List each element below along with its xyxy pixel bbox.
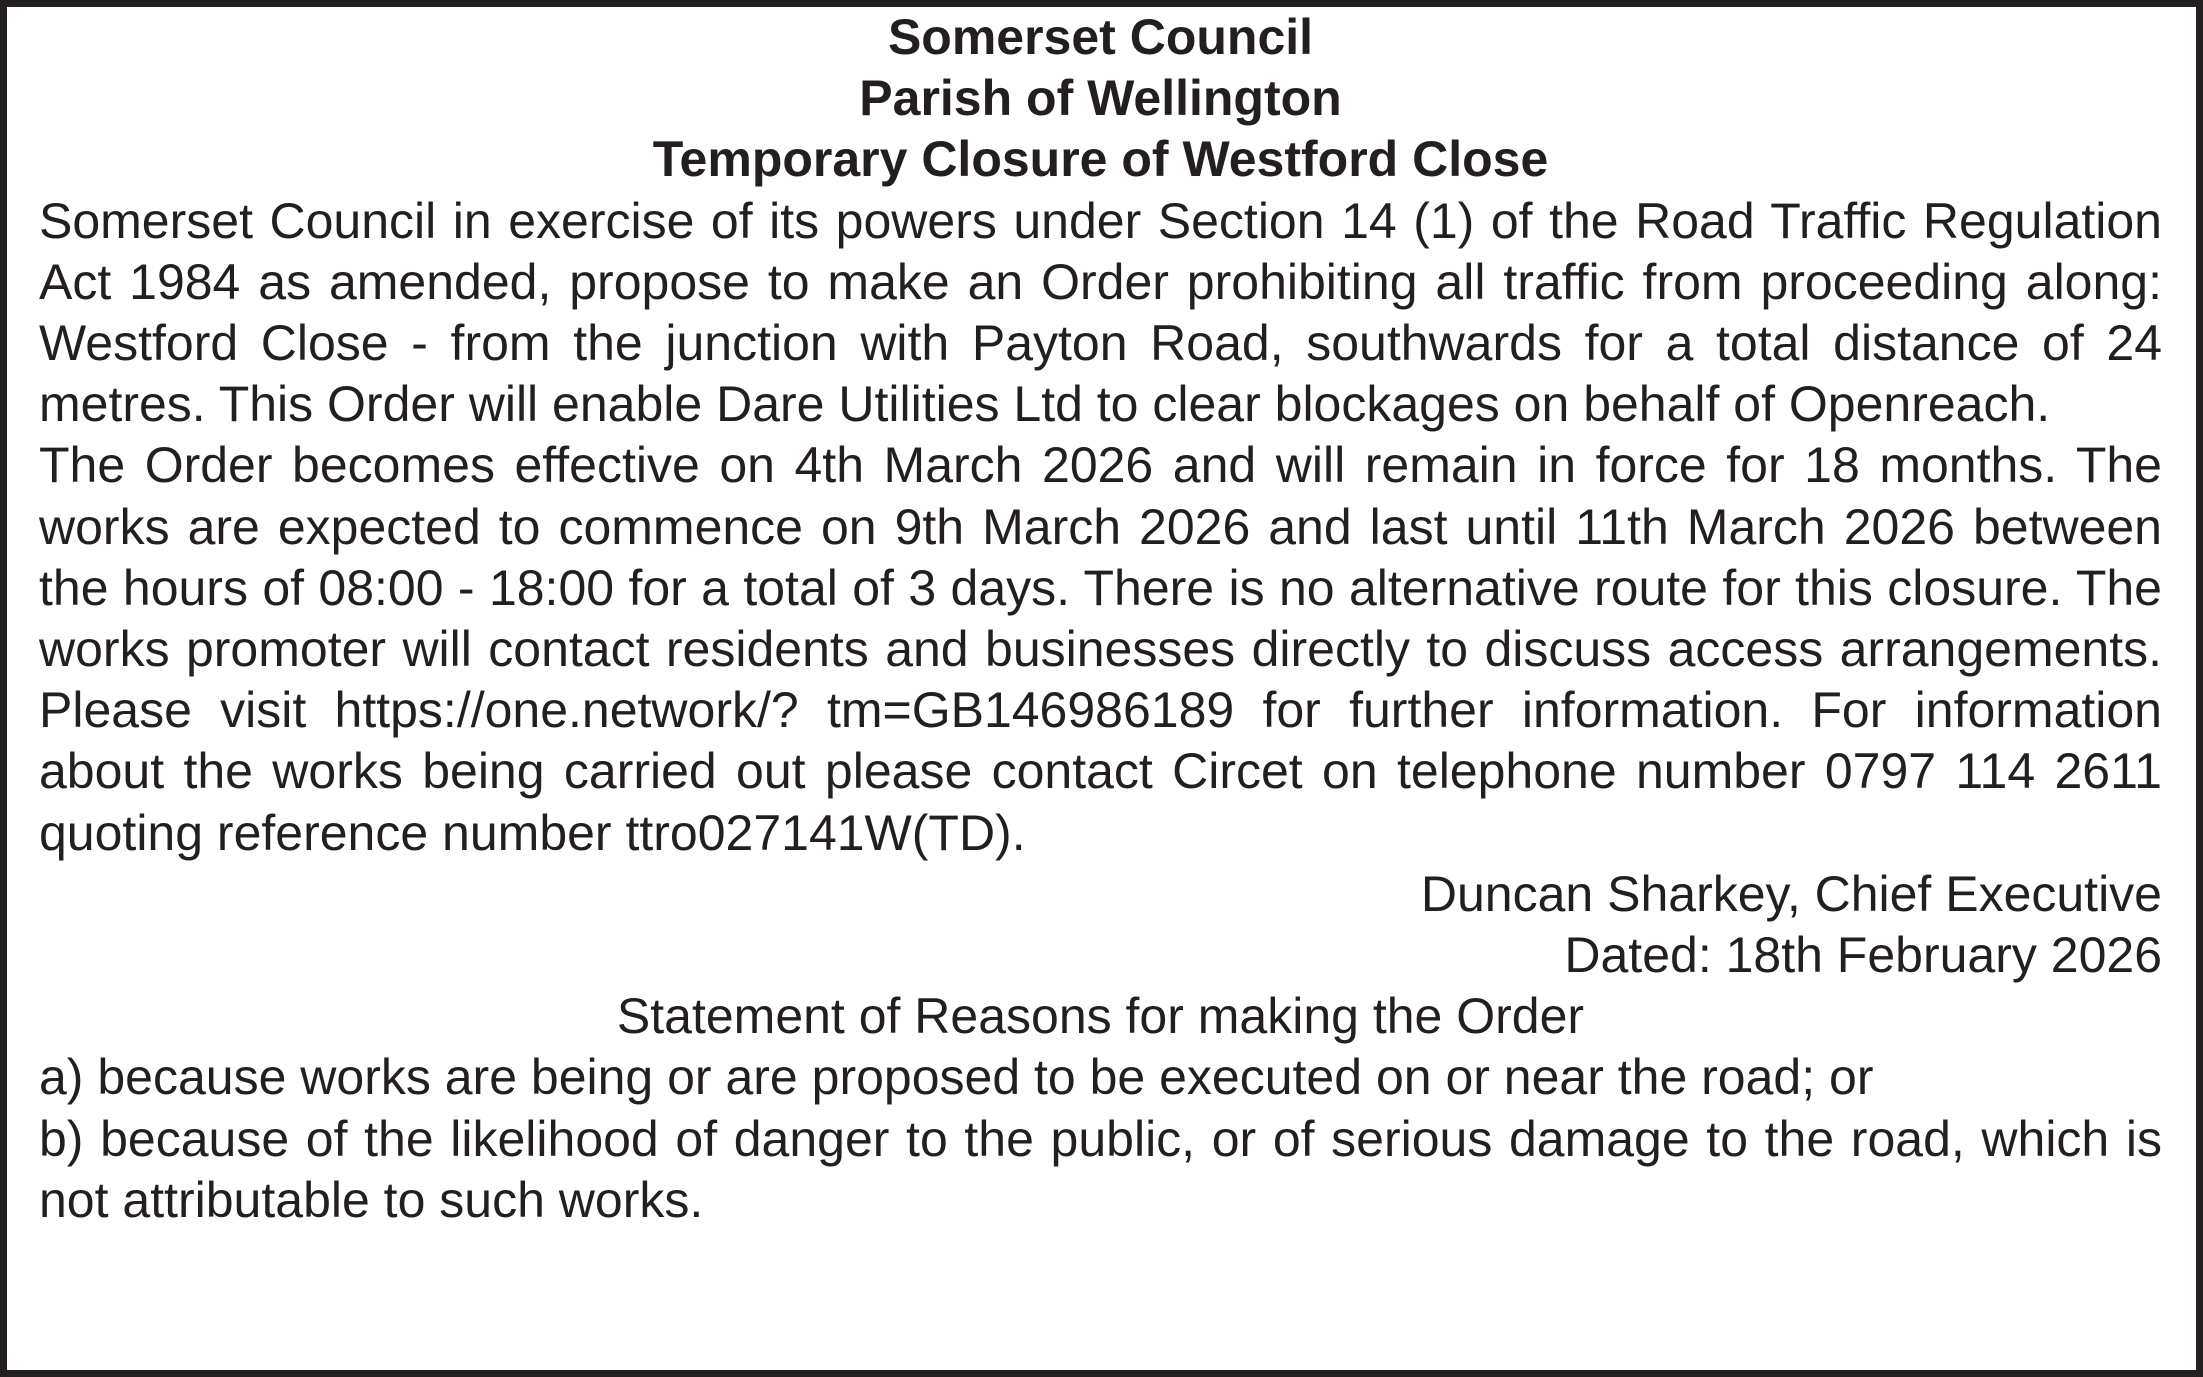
signatory: Duncan Sharkey, Chief Executive	[1420, 865, 2162, 922]
notice-body	[39, 7, 2162, 1231]
reasons-title: Statement of Reasons for making the Order	[616, 988, 1585, 1045]
notice-title: Temporary Closure of Westford Close	[652, 131, 1549, 188]
reason-a: a) because works are being or are proposed to be executed on or near the road; or	[39, 1049, 1874, 1106]
council-name: Somerset Council	[887, 9, 1314, 65]
parish-name: Parish of Wellington	[859, 70, 1342, 127]
details-paragraph: The Order becomes effective on 4th March 2026 and will remain in force for 18 months. The works are expected to commence on 9th March 2026 and last until 11th March 2026 between the hours of 08:00 - 18:00 for a total of 3 days. There is no alternative route for this closure. The works promoter will contact residents and businesses directly to discuss access arrangements. Please visit https://one.network/? tm=GB146986189 for further information. For information about the works being carried out please contact Circet on telephone number 0797 114 2611 quoting reference number ttro027141W(TD).	[39, 437, 2162, 861]
order-paragraph: Somerset Council in exercise of its powers under Section 14 (1) of the Road Traffic Regulation Act 1984 as amended, propose to make an Order prohibiting all traffic from proceeding along: Westford Close - from the junction with Payton Road, southwards for a total distance of 24 metres. This Order will enable Dare Utilities Ltd to clear blockages on behalf of Openreach.	[39, 192, 2162, 433]
reason-b: b) because of the likelihood of danger to the public, or of serious damage to the road, which is not attributable to such works.	[39, 1110, 2162, 1228]
date-line: Dated: 18th February 2026	[1564, 927, 2162, 984]
